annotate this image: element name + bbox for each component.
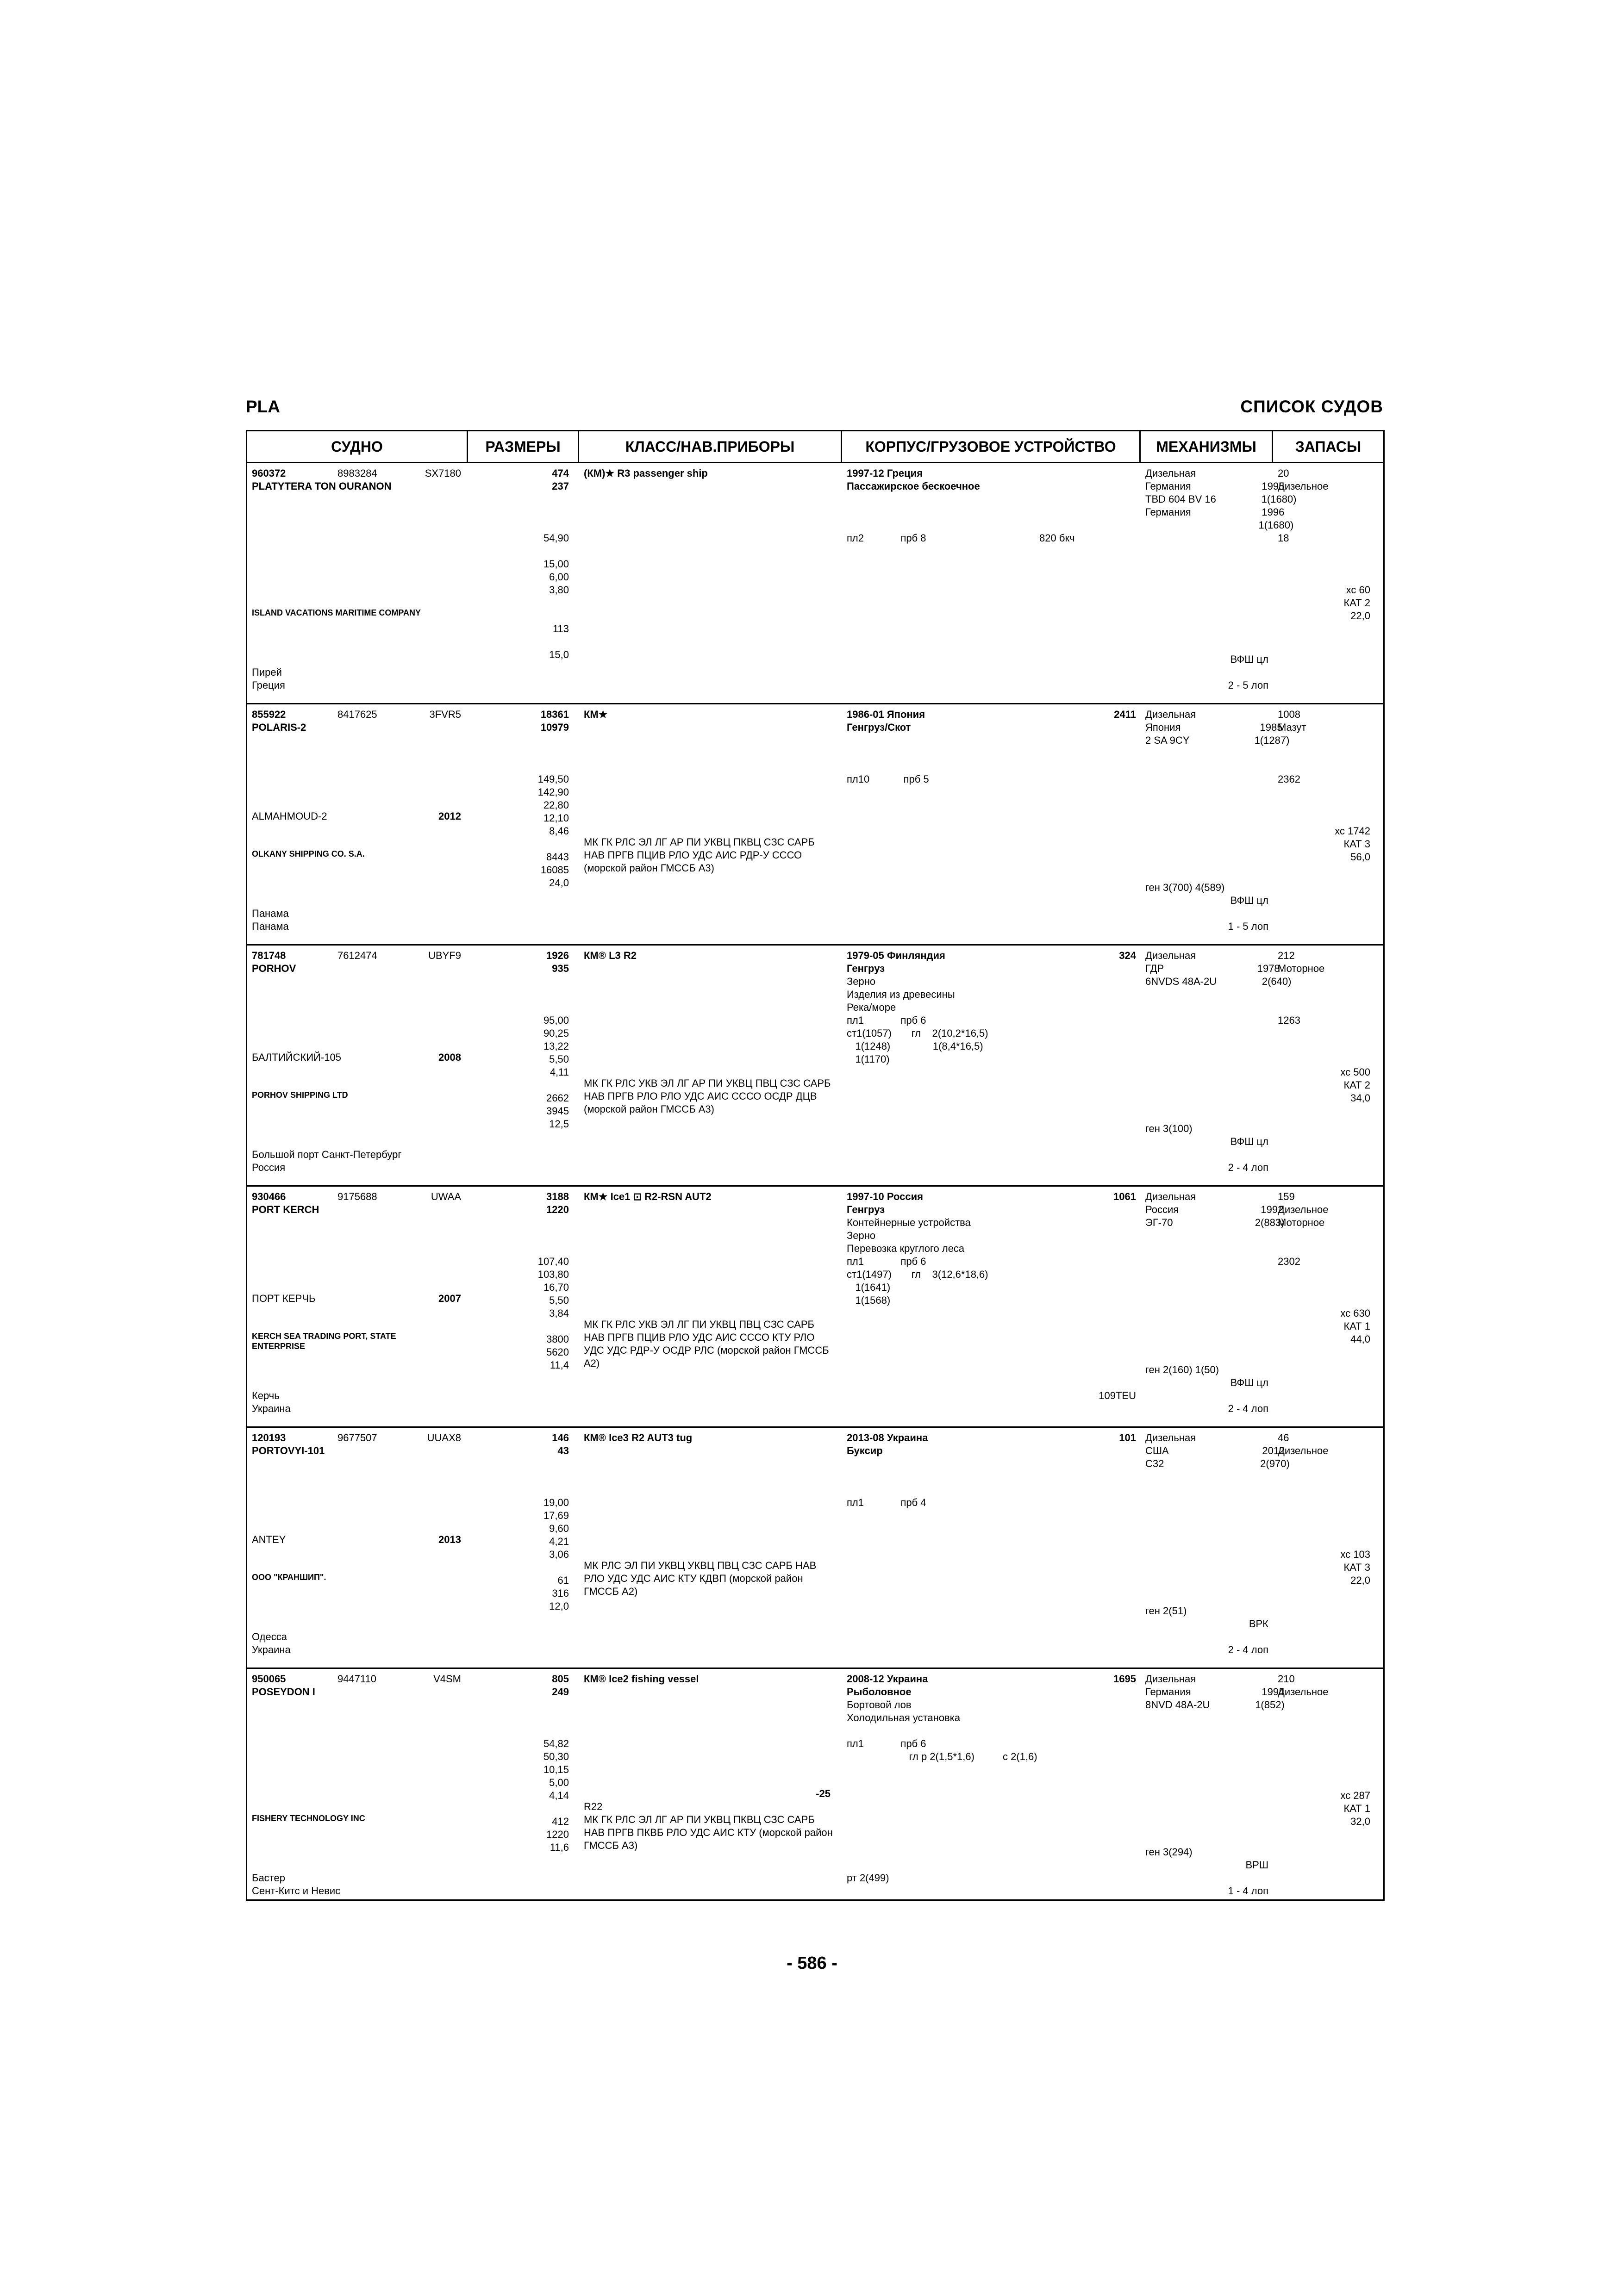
cargo-line: ст1(1057) гл 2(10,2*16,5): [847, 1027, 988, 1039]
dimension-value: 107,40: [537, 1256, 569, 1267]
dimension-value: 5620: [546, 1346, 569, 1358]
propeller-blades: 2 - 4 лоп: [1228, 1403, 1268, 1414]
machinery-line: Дизельная: [1145, 709, 1196, 720]
dimension-value: 3945: [546, 1105, 569, 1117]
machinery-line: Россия 1992: [1145, 1204, 1284, 1215]
hull-type: Генгруз: [847, 963, 885, 974]
column-header-machinery: МЕХАНИЗМЫ: [1141, 431, 1273, 462]
supply-value: 34,0: [1350, 1092, 1370, 1104]
ship-reg-number: 960372: [252, 467, 286, 479]
cargo-line: 1(1568): [847, 1294, 891, 1306]
dimension-value: 935: [552, 963, 569, 974]
ship-former-name: БАЛТИЙСКИЙ-105: [252, 1052, 341, 1063]
propeller-blades: 2 - 5 лоп: [1228, 679, 1268, 691]
machinery-line: C32 2(970): [1145, 1458, 1290, 1469]
hull-build-year: 2008-12 Украина: [847, 1673, 928, 1685]
propeller-blades: 2 - 4 лоп: [1228, 1162, 1268, 1173]
dimension-value: 8443: [546, 851, 569, 863]
ship-call-sign: UBYF9: [428, 950, 461, 961]
generators: ген 3(294): [1145, 1846, 1193, 1858]
cargo-line: 1(1248) 1(8,4*16,5): [847, 1040, 983, 1052]
dimension-value: 103,80: [537, 1269, 569, 1280]
ship-owner: ООО "КРАНШИП".: [252, 1573, 326, 1582]
cargo-line: пл10 прб 5: [847, 773, 929, 785]
hull-build-number: 1695: [1113, 1673, 1136, 1685]
ship-former-name: ПОРТ КЕРЧЬ: [252, 1293, 316, 1304]
dimension-value: 54,82: [543, 1738, 569, 1749]
supply-value: хс 630: [1340, 1307, 1370, 1319]
dimension-value: 54,90: [543, 532, 569, 544]
ship-former-name: ALMAHMOUD-2: [252, 810, 327, 822]
ship-record: [247, 1669, 1383, 1910]
dimension-value: 3,80: [549, 584, 569, 596]
ship-owner: OLKANY SHIPPING CO. S.A.: [252, 849, 365, 859]
ship-flag: Сент-Китс и Невис: [252, 1885, 341, 1897]
column-header-supplies: ЗАПАСЫ: [1295, 438, 1362, 455]
dimension-value: 61: [557, 1574, 569, 1586]
supply-value: КАТ 3: [1343, 1562, 1370, 1573]
hull-type: Пассажирское бескоечное: [847, 480, 980, 492]
ship-former-year: 2013: [438, 1534, 461, 1545]
machinery-line: 1(1680): [1145, 519, 1294, 531]
dimension-value: 12,0: [549, 1600, 569, 1612]
dimension-value: 3,06: [549, 1549, 569, 1560]
dimension-value: 142,90: [537, 786, 569, 798]
ship-imo-number: 8983284: [337, 467, 377, 479]
supply-value: Дизельное: [1278, 1686, 1329, 1698]
propeller-blades: 1 - 4 лоп: [1228, 1885, 1268, 1897]
supply-value: Моторное: [1278, 963, 1325, 974]
cargo-line: гл р 2(1,5*1,6) с 2(1,6): [847, 1751, 1037, 1762]
generators: ген 3(700) 4(589): [1145, 882, 1225, 893]
ship-class: (КМ)★ R3 passenger ship: [584, 467, 708, 479]
cargo-line: 1(1641): [847, 1282, 891, 1293]
dimension-value: 95,00: [543, 1014, 569, 1026]
page-header-right: СПИСОК СУДОВ: [1240, 397, 1383, 416]
ship-port: Панама: [252, 908, 289, 919]
navigation-equipment: МК РЛС ЭЛ ПИ УКВЦ УКВЦ ПВЦ СЗС САРБ НАВ РЛО УДС УДС АИС КТУ КДВП (морской район ГМССБ А2): [584, 1560, 817, 1597]
machinery-line: Япония 1985: [1145, 722, 1283, 733]
ship-record: [247, 1428, 1383, 1669]
supply-value: КАТ 3: [1343, 838, 1370, 850]
dimension-value: 8,46: [549, 825, 569, 837]
dimension-value: 4,14: [549, 1790, 569, 1801]
dimension-value: 12,5: [549, 1118, 569, 1130]
ship-class: КМ★: [584, 709, 608, 720]
dimension-value: 9,60: [549, 1523, 569, 1534]
cargo-line: ст1(1497) гл 3(12,6*18,6): [847, 1269, 988, 1280]
dimension-value: 474: [552, 467, 569, 479]
supply-value: КАТ 1: [1343, 1803, 1370, 1814]
propulsion-type: ВФШ цл: [1230, 895, 1268, 906]
dimension-value: 113: [552, 623, 569, 635]
dimension-value: 15,00: [543, 558, 569, 570]
ship-record: [247, 1187, 1383, 1428]
dimension-value: 43: [557, 1445, 569, 1456]
hull-extra: 109TEU: [1099, 1390, 1136, 1401]
ship-owner: PORHOV SHIPPING LTD: [252, 1090, 348, 1100]
supply-value: КАТ 2: [1343, 1079, 1370, 1091]
ship-name: POLARIS-2: [252, 722, 306, 733]
supply-value: 2362: [1278, 773, 1300, 785]
cargo-line: Холодильная установка: [847, 1712, 961, 1724]
cargo-line: пл1 прб 6: [847, 1014, 926, 1026]
supply-value: КАТ 2: [1343, 597, 1370, 609]
ship-call-sign: V4SM: [433, 1673, 461, 1685]
supply-value: 210: [1278, 1673, 1295, 1685]
hull-build-year: 1997-10 Россия: [847, 1191, 923, 1202]
hull-build-year: 2013-08 Украина: [847, 1432, 928, 1444]
supply-value: хс 500: [1340, 1066, 1370, 1078]
navigation-equipment: МК ГК РЛС ЭЛ ЛГ АР ПИ УКВЦ ПКВЦ СЗС САРБ НАВ ПРГВ ПКВБ РЛО УДС АИС КТУ (морской район ГМССБ А3): [584, 1814, 833, 1851]
cargo-line: Контейнерные устройства: [847, 1217, 971, 1228]
supply-value: 159: [1278, 1191, 1295, 1202]
ship-port: Большой порт Санкт-Петербург: [252, 1149, 402, 1160]
dimension-value: 22,80: [543, 799, 569, 811]
ship-name: PORT KERCH: [252, 1204, 319, 1215]
supply-value: Моторное: [1278, 1217, 1325, 1228]
dimension-value: 11,4: [550, 1359, 569, 1371]
machinery-line: Германия 1995: [1145, 480, 1285, 492]
ship-class-extra: R22: [584, 1801, 603, 1812]
dimension-value: 6,00: [549, 571, 569, 583]
navigation-equipment: МК ГК РЛС УКВ ЭЛ ЛГ АР ПИ УКВЦ ПВЦ СЗС САРБ НАВ ПРГВ РЛО РЛО УДС АИС СССО ОСДР ДЦВ (морской район ГМССБ А3): [584, 1077, 831, 1115]
machinery-line: 6NVDS 48A-2U 2(640): [1145, 976, 1292, 987]
dimension-value: 50,30: [543, 1751, 569, 1762]
supply-value: Дизельное: [1278, 1445, 1329, 1456]
ship-record: [247, 463, 1383, 704]
ship-port: Керчь: [252, 1390, 280, 1401]
machinery-line: Дизельная: [1145, 467, 1196, 479]
ship-owner: ISLAND VACATIONS MARITIME COMPANY: [252, 608, 421, 617]
ship-call-sign: 3FVR5: [429, 709, 461, 720]
ship-record: [247, 704, 1383, 946]
ship-former-year: 2012: [438, 810, 461, 822]
dimension-value: 10,15: [543, 1764, 569, 1775]
generators: ген 2(51): [1145, 1605, 1187, 1617]
dimension-value: 237: [552, 480, 569, 492]
cargo-line: Зерно: [847, 976, 876, 987]
dimension-value: 16085: [540, 864, 569, 876]
ship-call-sign: SX7180: [425, 467, 461, 479]
ship-call-sign: UWAA: [431, 1191, 461, 1202]
ship-flag: Украина: [252, 1403, 291, 1414]
supply-value: Дизельное: [1278, 1204, 1329, 1215]
ship-name: PORTOVYI-101: [252, 1445, 325, 1456]
supply-value: хс 1742: [1335, 825, 1370, 837]
machinery-line: ЭГ-70 2(883): [1145, 1217, 1285, 1228]
dimension-value: 4,11: [550, 1066, 569, 1078]
cargo-line: пл1 прб 4: [847, 1497, 926, 1508]
page-number: - 586 -: [787, 1954, 837, 1973]
generators: ген 2(160) 1(50): [1145, 1364, 1219, 1375]
ship-flag: Украина: [252, 1644, 291, 1655]
supply-value: 20: [1278, 467, 1289, 479]
dimension-value: 1220: [546, 1204, 569, 1215]
dimension-value: 316: [552, 1587, 569, 1599]
supply-value: Дизельное: [1278, 480, 1329, 492]
supply-value: 46: [1278, 1432, 1289, 1444]
ship-owner: KERCH SEA TRADING PORT, STATE ENTERPRISE: [252, 1332, 396, 1351]
ship-flag: Панама: [252, 921, 289, 932]
ship-imo-number: 7612474: [337, 950, 377, 961]
ship-owner: FISHERY TECHNOLOGY INC: [252, 1814, 365, 1823]
ship-imo-number: 9175688: [337, 1191, 377, 1202]
dimension-value: 13,22: [543, 1040, 569, 1052]
supply-value: 2302: [1278, 1256, 1300, 1267]
supply-value: 22,0: [1350, 610, 1370, 622]
ship-name: PORHOV: [252, 963, 296, 974]
dimension-value: 15,0: [549, 649, 569, 660]
supply-value: хс 287: [1340, 1790, 1370, 1801]
machinery-line: Дизельная: [1145, 1191, 1196, 1202]
supply-value: 212: [1278, 950, 1295, 961]
ship-class: КМ® L3 R2: [584, 950, 637, 961]
dimension-value: 412: [552, 1816, 569, 1827]
ship-port: Бастер: [252, 1872, 285, 1884]
ship-former-year: 2007: [438, 1293, 461, 1304]
ship-flag: Россия: [252, 1162, 286, 1173]
supply-value: 32,0: [1350, 1816, 1370, 1827]
column-header-class: КЛАСС/НАВ.ПРИБОРЫ: [579, 431, 842, 462]
hull-build-year: 1986-01 Япония: [847, 709, 925, 720]
ship-port: Пирей: [252, 666, 282, 678]
hull-build-number: 324: [1119, 950, 1136, 961]
cargo-line: пл1 прб 6: [847, 1738, 926, 1749]
dimension-value: 19,00: [543, 1497, 569, 1508]
ship-reg-number: 950065: [252, 1673, 286, 1685]
hull-extra: рт 2(499): [847, 1872, 889, 1884]
column-header-ship: СУДНО: [247, 431, 468, 462]
machinery-line: Дизельная: [1145, 1673, 1196, 1685]
propulsion-type: ВФШ цл: [1230, 1136, 1268, 1147]
propeller-blades: 1 - 5 лоп: [1228, 921, 1268, 932]
hull-build-year: 1997-12 Греция: [847, 467, 923, 479]
cargo-line: 1(1170): [847, 1053, 890, 1065]
machinery-line: Германия 1996: [1145, 506, 1285, 518]
propulsion-type: ВФШ цл: [1230, 653, 1268, 665]
ship-reg-number: 855922: [252, 709, 286, 720]
dimension-value: 3800: [546, 1333, 569, 1345]
supply-value: 18: [1278, 532, 1289, 544]
ship-name: POSEYDON I: [252, 1686, 315, 1698]
propulsion-type: ВРШ: [1245, 1859, 1268, 1871]
machinery-line: США 2012: [1145, 1445, 1285, 1456]
hold-temperature: -25: [816, 1788, 831, 1799]
ship-reg-number: 930466: [252, 1191, 286, 1202]
hull-type: Буксир: [847, 1445, 883, 1456]
machinery-line: Дизельная: [1145, 950, 1196, 961]
ship-call-sign: UUAX8: [427, 1432, 461, 1444]
ship-reg-number: 120193: [252, 1432, 286, 1444]
hull-build-number: 1061: [1113, 1191, 1136, 1202]
hull-build-number: 101: [1119, 1432, 1136, 1444]
dimension-value: 18361: [540, 709, 569, 720]
ship-flag: Греция: [252, 679, 285, 691]
machinery-line: Германия 1994: [1145, 1686, 1285, 1698]
page-header-left: PLA: [246, 397, 280, 416]
supply-value: Мазут: [1278, 722, 1306, 733]
machinery-line: 8NVD 48A-2U 1(852): [1145, 1699, 1285, 1711]
dimension-value: 5,00: [549, 1777, 569, 1788]
dimension-value: 11,6: [550, 1842, 569, 1853]
dimension-value: 3,84: [549, 1307, 569, 1319]
dimension-value: 146: [552, 1432, 569, 1444]
dimension-value: 4,21: [549, 1536, 569, 1547]
hull-type: Генгруз/Скот: [847, 722, 911, 733]
machinery-line: ГДР 1978: [1145, 963, 1280, 974]
hull-build-year: 1979-05 Финляндия: [847, 950, 945, 961]
dimension-value: 5,50: [549, 1294, 569, 1306]
cargo-line: Перевозка круглого леса: [847, 1243, 965, 1254]
ship-class: КМ★ Ice1 ⊡ R2-RSN AUT2: [584, 1191, 712, 1202]
ship-name: PLATYTERA TON OURANON: [252, 480, 392, 492]
supply-value: КАТ 1: [1343, 1320, 1370, 1332]
ship-table: [246, 430, 1385, 1901]
dimension-value: 149,50: [537, 773, 569, 785]
supply-value: хс 103: [1340, 1549, 1370, 1560]
hull-type: Рыболовное: [847, 1686, 912, 1698]
cargo-line: пл2 прб 8 820 бкч: [847, 532, 1075, 544]
ship-class: КМ® Ice2 fishing vessel: [584, 1673, 699, 1685]
supply-value: 22,0: [1350, 1574, 1370, 1586]
column-header-dimensions: РАЗМЕРЫ: [468, 431, 579, 462]
column-header-hull: КОРПУС/ГРУЗОВОЕ УСТРОЙСТВО: [842, 431, 1141, 462]
dimension-value: 3188: [546, 1191, 569, 1202]
dimension-value: 805: [552, 1673, 569, 1685]
hull-type: Генгруз: [847, 1204, 885, 1215]
supply-value: хс 60: [1346, 584, 1370, 596]
cargo-line: пл1 прб 6: [847, 1256, 926, 1267]
generators: ген 3(100): [1145, 1123, 1193, 1134]
ship-former-year: 2008: [438, 1052, 461, 1063]
dimension-value: 1926: [546, 950, 569, 961]
cargo-line: Река/море: [847, 1002, 896, 1013]
cargo-line: Зерно: [847, 1230, 876, 1241]
dimension-value: 1220: [546, 1829, 569, 1840]
dimension-value: 2662: [546, 1092, 569, 1104]
dimension-value: 24,0: [549, 877, 569, 889]
ship-imo-number: 8417625: [337, 709, 377, 720]
machinery-line: Дизельная: [1145, 1432, 1196, 1444]
dimension-value: 16,70: [543, 1282, 569, 1293]
table-header: [247, 431, 1383, 463]
dimension-value: 5,50: [549, 1053, 569, 1065]
navigation-equipment: МК ГК РЛС УКВ ЭЛ ЛГ ПИ УКВЦ ПВЦ СЗС САРБ НАВ ПРГВ ПЦИВ РЛО УДС АИС СССО КТУ РЛО УДС УДС РДР-У ОСДР РЛС (морской район ГМССБ А2): [584, 1319, 829, 1369]
ship-class: КМ® Ice3 R2 AUT3 tug: [584, 1432, 693, 1444]
machinery-line: TBD 604 BV 16 1(1680): [1145, 493, 1297, 505]
hull-build-number: 2411: [1114, 709, 1136, 720]
dimension-value: 90,25: [543, 1027, 569, 1039]
ship-imo-number: 9677507: [337, 1432, 377, 1444]
cargo-line: Изделия из древесины: [847, 989, 955, 1000]
propeller-blades: 2 - 4 лоп: [1228, 1644, 1268, 1655]
dimension-value: 249: [552, 1686, 569, 1698]
ship-record: [247, 946, 1383, 1187]
supply-value: 56,0: [1350, 851, 1370, 863]
propulsion-type: ВРК: [1249, 1618, 1268, 1630]
dimension-value: 10979: [540, 722, 569, 733]
supply-value: 44,0: [1350, 1333, 1370, 1345]
ship-port: Одесса: [252, 1631, 287, 1643]
machinery-line: 2 SA 9CY 1(1287): [1145, 734, 1290, 746]
ship-imo-number: 9447110: [337, 1673, 377, 1685]
navigation-equipment: МК ГК РЛС ЭЛ ЛГ АР ПИ УКВЦ ПКВЦ СЗС САРБ НАВ ПРГВ ПЦИВ РЛО УДС АИС РДР-У СССО (морской район ГМССБ А3): [584, 836, 815, 874]
ship-former-name: ANTEY: [252, 1534, 286, 1545]
cargo-line: Бортовой лов: [847, 1699, 912, 1711]
ship-reg-number: 781748: [252, 950, 286, 961]
supply-value: 1008: [1278, 709, 1300, 720]
dimension-value: 12,10: [543, 812, 569, 824]
dimension-value: 17,69: [543, 1510, 569, 1521]
propulsion-type: ВФШ цл: [1230, 1377, 1268, 1388]
supply-value: 1263: [1278, 1014, 1300, 1026]
